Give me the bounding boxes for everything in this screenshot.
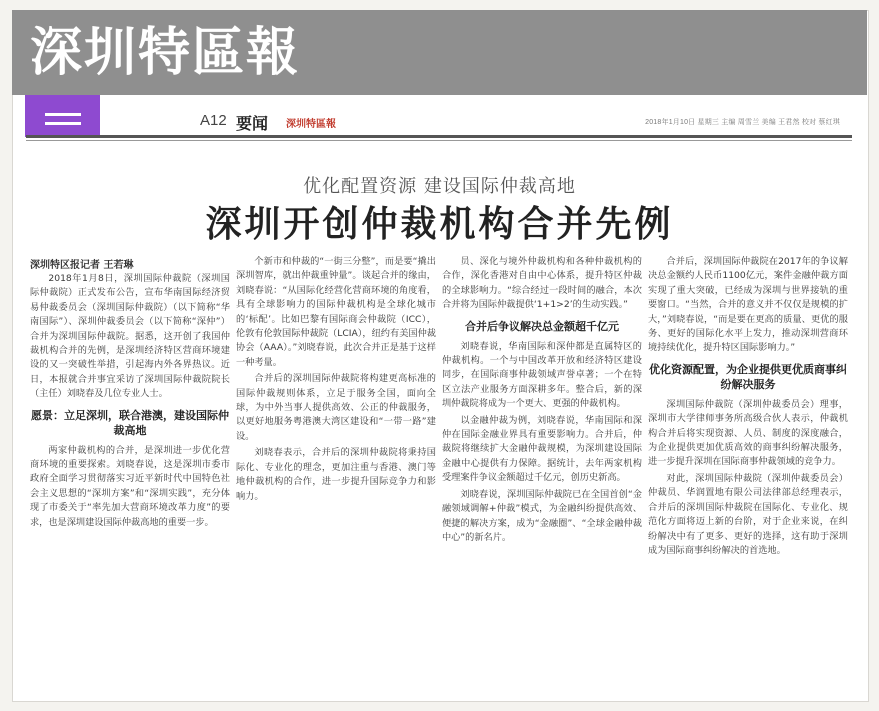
- paragraph: 刘晓春说，深圳国际仲裁院已在全国首创“金融领域调解+仲裁”模式，为金融纠纷提供高效、便捷的解决方案，成为“金融圈”、“全球金融仲裁中心”的新名片。: [442, 488, 642, 543]
- paragraph: 深圳国际仲裁院（深圳仲裁委员会）理事，深圳市大学律师事务所高级合伙人表示，仲裁机构合并后将实现资源、人员、制度的深度融合，为企业提供更加优质高效的商事纠纷解决服务，进一步提升深圳在国际商事仲裁领域的竞争力。: [648, 398, 848, 468]
- small-brand-logo: 深圳特區報: [286, 119, 336, 130]
- subheading: 合并后争议解决总金额超千亿元: [465, 319, 619, 333]
- article-byline: 深圳特区报记者 王若琳: [30, 260, 134, 271]
- paragraph: 员、深化与境外仲裁机构和各种仲裁机构的合作，深化香港对自由中心体系，提升特区仲裁的全球影响力。“综合经过一段时间的融合，本次合并将为国际仲裁提供‘1+1>2’的生动实践。”: [442, 256, 642, 311]
- paragraph: 合并后，深圳国际仲裁院在2017年的争议解决总金额约人民币1100亿元，案件金融仲裁方面实现了重大突破，已经成为深圳与世界接轨的重要窗口。“当然，合并的意义并不仅仅是规模的扩大，”刘晓春说，“而是要在更高的质量、更优的服务、更好的国际化水平上发力，推动深圳营商环境持续优化，提升特区国际影响力。”: [648, 256, 848, 354]
- edition-meta: 2018年1月10日 星期三 主编 周雪兰 美编 王君然 校对 蔡红琪: [645, 119, 840, 126]
- paragraph: 以金融仲裁为例，刘晓春说，华南国际和深仲在国际金融业界具有重要影响力。合并后，仲裁院将继续扩大金融仲裁规模，为深圳建设国际金融中心提供有力保障。据统计，去年两家机构受理案件争议金额超过千亿元，创历史新高。: [442, 414, 642, 484]
- article-headline: 深圳开创仲裁机构合并先例: [205, 203, 674, 245]
- hamburger-line-icon: [45, 113, 81, 116]
- subheading: 愿景：立足深圳，联合港澳，建设国际仲裁高地: [31, 408, 229, 437]
- paragraph: 对此，深圳国际仲裁院（深圳仲裁委员会）仲裁员、华润置地有限公司法律部总经理表示，合并后的深圳国际仲裁院在国际化、专业化、规范化方面将迈上新的台阶，对于企业来说，在纠纷解决中有了更多、更好的选择，这有助于深圳成为国际商事纠纷解决的首选地。: [648, 472, 848, 556]
- masthead-banner: [12, 10, 867, 95]
- page-number: A12: [200, 112, 227, 129]
- paragraph: 两家仲裁机构的合并，是深圳进一步优化营商环境的重要探索。刘晓春说，这是深圳市委市政府全面学习贯彻落实习近平新时代中国特色社会主义思想的“深圳方案”和“深圳实践”，充分体现了市委关于“率先加大营商环境改革力度”的要求，也是深圳建设国际仲裁高地的重要一步。: [30, 444, 230, 528]
- page-header-bar: [200, 110, 840, 134]
- menu-button[interactable]: [25, 95, 100, 137]
- newspaper-masthead: 深圳特區報: [30, 22, 301, 83]
- article-column-1: [30, 272, 230, 692]
- paragraph: 刘晓春表示，合并后的深圳仲裁院将秉持国际化、专业化的理念，更加注重与香港、澳门等地仲裁机构的合作，进一步提升国际竞争力和影响力。: [236, 447, 436, 502]
- header-rule-thin: [26, 140, 852, 141]
- subheading: 优化资源配置，为企业提供更优质商事纠纷解决服务: [649, 362, 847, 391]
- hamburger-line-icon: [45, 122, 81, 125]
- article-column-2: [236, 255, 436, 695]
- paragraph: 合并后的深圳国际仲裁院将构建更高标准的国际仲裁规则体系，立足于服务全国，面向全球，为中外当事人提供高效、公正的仲裁服务，以更好地服务粤港澳大湾区建设和“一带一路”建设。: [236, 373, 436, 442]
- paragraph: 刘晓春说，华南国际和深仲都是直属特区的仲裁机构。一个与中国改革开放和经济特区建设同步，在国际商事仲裁领域声誉卓著；一个在特区立法产业服务方面深耕多年。整合后，新的深圳仲裁院将成为一个更大、更强的仲裁机构。: [442, 340, 642, 410]
- article-column-4: [648, 255, 848, 695]
- header-rule: [26, 135, 852, 138]
- article-column-3: [442, 255, 642, 695]
- paragraph: 个新市和仲裁的“一街三分整”，而是要“撬出深圳智库，就出仲裁重钟量”。谈起合并的缘由，刘晓春说：“从国际化经营化营商环境的角度看，具有全球影响力的国际仲裁机构是全球化城市的‘标配’。比如巴黎有国际商会仲裁院（ICC），伦敦有伦敦国际仲裁院（LCIA），纽约有美国仲裁协会（AAA）。”刘晓春说，此次合并正是基于这样一种考量。: [236, 256, 436, 368]
- section-name: 要闻: [236, 114, 269, 133]
- paragraph: 2018年1月8日，深圳国际仲裁院（深圳国际仲裁院）正式发布公告，宣布华南国际经济贸易仲裁委员会（深圳国际仲裁院）（以下简称“华南国际”）、深圳仲裁委员会（以下简称“深仲”）合并为深圳国际仲裁院。据悉，这开创了我国仲裁机构合并的先例，是深圳经济特区营商环境建设的又一突破性举措，引起海内外各界热议。近日，本报就合并事宜采访了深圳国际仲裁院院长（主任）刘晓春及几位专业人士。: [30, 273, 230, 400]
- article-subtitle: 优化配置资源 建设国际仲裁高地: [303, 176, 576, 197]
